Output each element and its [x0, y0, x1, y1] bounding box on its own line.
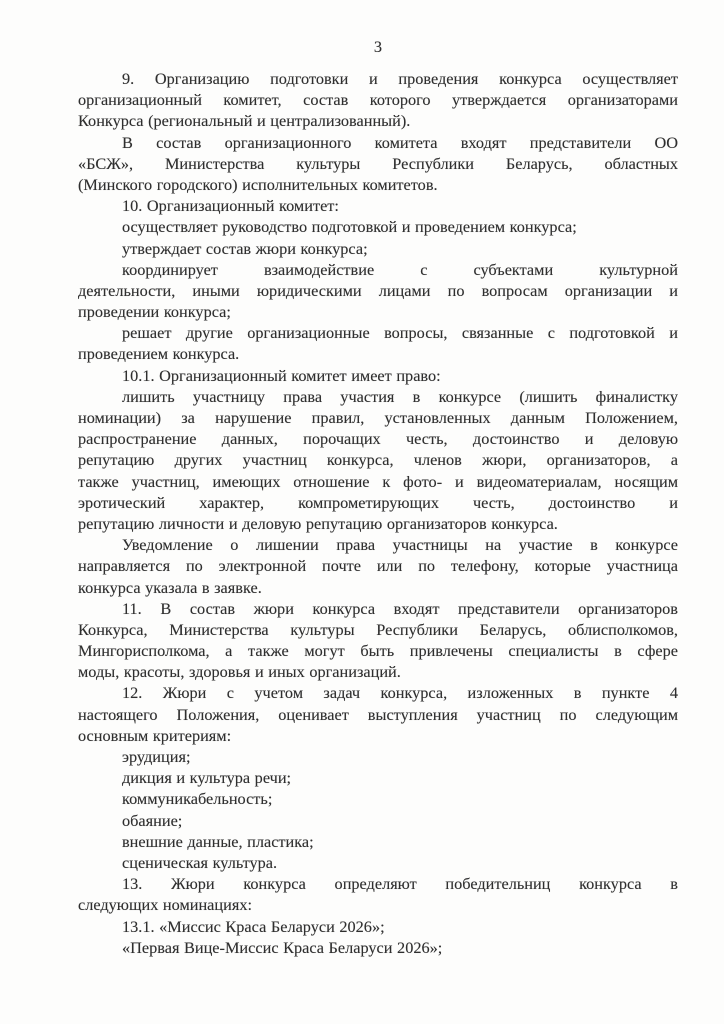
document-line: основным критериям:: [78, 725, 232, 745]
document-line: 13.1. «Миссис Краса Беларуси 2026»;: [122, 916, 385, 936]
document-line: направляется по электронной почте или по телефону, которые участница: [78, 556, 678, 576]
document-body: [78, 68, 678, 958]
document-line: (Минского городского) исполнительных комитетов.: [78, 174, 438, 194]
document-line: 11. В состав жюри конкурса входят представители организаторов: [122, 598, 678, 618]
document-line: следующих номинациях:: [78, 895, 252, 915]
document-line: коммуникабельность;: [122, 789, 273, 809]
document-line: номинации) за нарушение правил, установленных данным Положением,: [78, 408, 678, 427]
document-line: внешние данные, пластика;: [122, 831, 314, 851]
document-line: Конкурса, Министерства культуры Республики Беларусь, облисполкомов,: [78, 619, 678, 639]
document-line: 10.1. Организационный комитет имеет право:: [122, 365, 441, 385]
document-line: дикция и культура речи;: [122, 768, 292, 788]
document-line: Мингорисполкома, а также могут быть привлечены специалисты в сфере: [78, 641, 678, 661]
document-line: лишить участницу права участия в конкурсе (лишить финалистку: [122, 386, 678, 406]
document-line: «БСЖ», Министерства культуры Республики Беларусь, областных: [78, 153, 678, 173]
document-line: 12. Жюри с учетом задач конкурса, изложенных в пункте 4: [122, 683, 678, 703]
document-line: деятельности, иными юридическими лицами по вопросам организации и: [78, 280, 678, 300]
document-line: конкурса указала в заявке.: [78, 577, 262, 597]
document-line: репутацию личности и деловую репутацию организаторов конкурса.: [78, 513, 558, 533]
document-line: «Первая Вице-Миссис Краса Беларуси 2026»;: [122, 937, 443, 957]
document-line: решает другие организационные вопросы, связанные с подготовкой и: [122, 323, 678, 343]
document-line: 13. Жюри конкурса определяют победительниц конкурса в: [122, 874, 678, 894]
document-line: утверждает состав жюри конкурса;: [122, 238, 368, 258]
document-line: сценическая культура.: [122, 852, 278, 872]
document-line: также участниц, имеющих отношение к фото- и видеоматериалам, носящим: [78, 471, 678, 491]
document-line: 10. Организационный комитет:: [122, 196, 339, 216]
document-line: эротический характер, компрометирующих честь, достоинство и: [78, 492, 678, 512]
document-line: Конкурса (региональный и централизованный).: [78, 111, 411, 131]
document-line: эрудиция;: [122, 747, 191, 766]
document-line: 9. Организацию подготовки и проведения конкурса осуществляет: [122, 69, 678, 88]
document-line: распространение данных, порочащих честь, достоинство и деловую: [78, 429, 678, 449]
document-line: координирует взаимодействие с субъектами культурной: [122, 259, 678, 279]
document-line: В состав организационного комитета входят представители ОО: [122, 132, 678, 152]
document-line: осуществляет руководство подготовкой и проведением конкурса;: [122, 217, 577, 237]
document-line: проведением конкурса.: [78, 344, 240, 364]
document-line: Уведомление о лишении права участницы на участие в конкурсе: [122, 535, 678, 555]
document-line: настоящего Положения, оценивает выступления участниц по следующим: [78, 704, 678, 724]
document-line: репутацию других участниц конкурса, членов жюри, организаторов, а: [78, 450, 678, 470]
document-line: моды, красоты, здоровья и иных организаций.: [78, 662, 401, 682]
page-number: 3: [373, 37, 383, 56]
document-line: организационный комитет, состав которого утверждается организаторами: [78, 90, 678, 110]
document-line: проведении конкурса;: [78, 302, 231, 322]
document-line: обаяние;: [122, 810, 183, 830]
